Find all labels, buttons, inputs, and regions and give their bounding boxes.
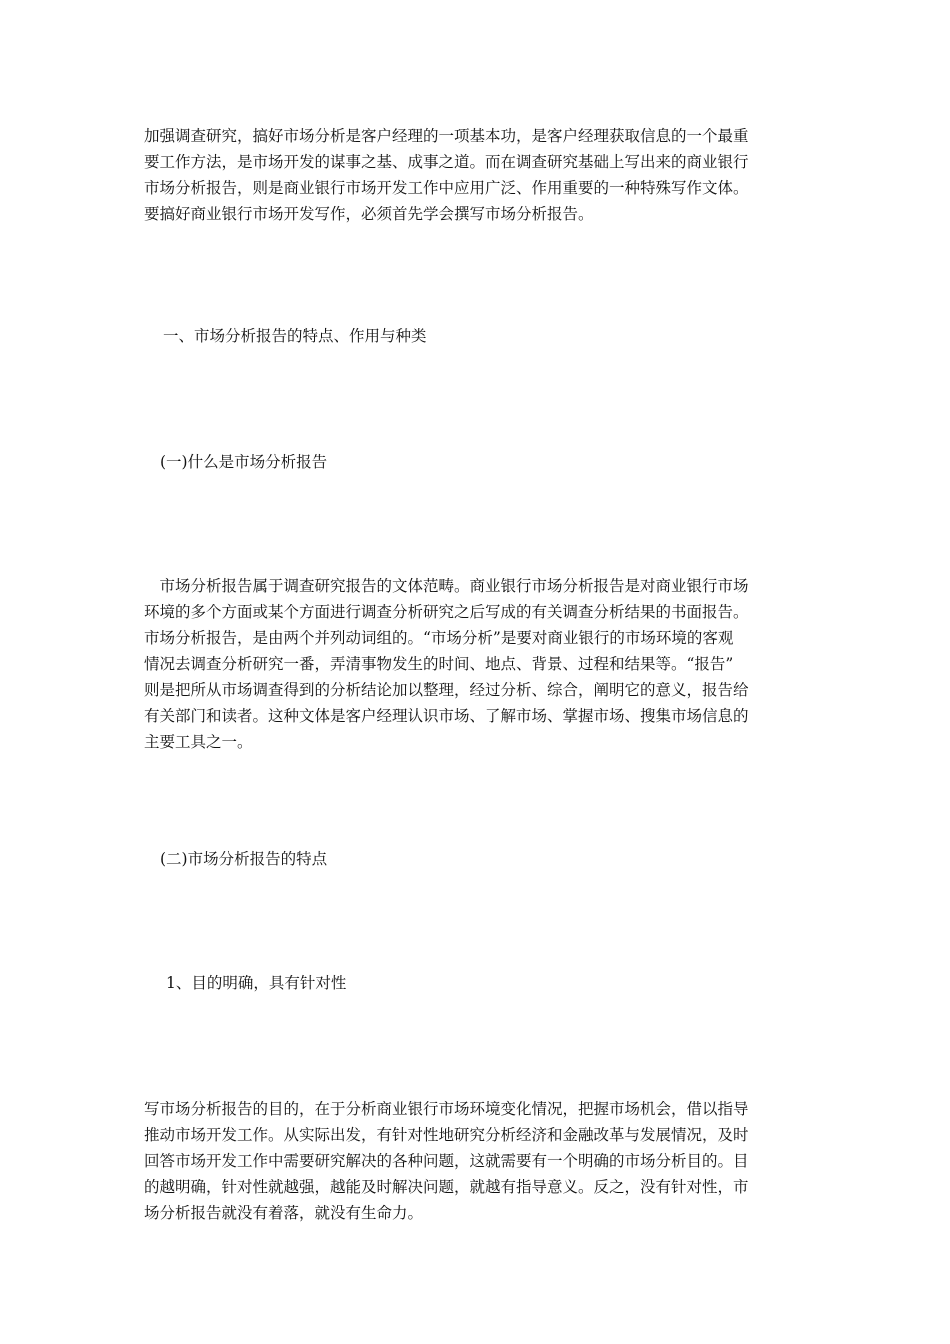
intro-line: 市场分析报告，则是商业银行市场开发工作中应用广泛、作用重要的一种特殊写作文体。 [144, 179, 749, 197]
intro-line: 要工作方法，是市场开发的谋事之基、成事之道。而在调查研究基础上写出来的商业银行 [144, 153, 749, 171]
point-heading: 1、目的明确，具有针对性 [166, 974, 347, 992]
definition-line: 则是把所从市场调查得到的分析结论加以整理，经过分析、综合，阐明它的意义，报告给 [144, 681, 749, 699]
intro-paragraph [144, 123, 806, 227]
purpose-paragraph [144, 1096, 806, 1226]
definition-line: 有关部门和读者。这种文体是客户经理认识市场、了解市场、掌握市场、搜集市场信息的 [144, 707, 749, 725]
definition-paragraph [144, 573, 806, 755]
subsection-heading: (二)市场分析报告的特点 [160, 850, 328, 868]
section-heading: 一、市场分析报告的特点、作用与种类 [163, 327, 427, 345]
definition-line: 主要工具之一。 [144, 733, 253, 751]
definition-line: 市场分析报告属于调查研究报告的文体范畴。商业银行市场分析报告是对商业银行市场 [144, 577, 749, 595]
definition-line: 市场分析报告，是由两个并列动词组的。“市场分析”是要对商业银行的市场环境的客观 [144, 629, 734, 647]
purpose-line: 推动市场开发工作。从实际出发，有针对性地研究分析经济和金融改革与发展情况，及时 [144, 1126, 749, 1144]
purpose-line: 的越明确，针对性就越强，越能及时解决问题，就越有指导意义。反之，没有针对性，市 [144, 1178, 749, 1196]
purpose-line: 场分析报告就没有着落，就没有生命力。 [144, 1204, 424, 1222]
purpose-line: 回答市场开发工作中需要研究解决的各种问题，这就需要有一个明确的市场分析目的。目 [144, 1152, 749, 1170]
definition-line: 情况去调查分析研究一番，弄清事物发生的时间、地点、背景、过程和结果等。“报告” [144, 655, 734, 673]
purpose-line: 写市场分析报告的目的，在于分析商业银行市场环境变化情况，把握市场机会，借以指导 [144, 1100, 749, 1118]
definition-line: 环境的多个方面或某个方面进行调查分析研究之后写成的有关调查分析结果的书面报告。 [144, 603, 749, 621]
intro-line: 加强调查研究，搞好市场分析是客户经理的一项基本功，是客户经理获取信息的一个最重 [144, 127, 749, 145]
subsection-heading: (一)什么是市场分析报告 [160, 453, 328, 471]
intro-line: 要搞好商业银行市场开发写作，必须首先学会撰写市场分析报告。 [144, 205, 594, 223]
